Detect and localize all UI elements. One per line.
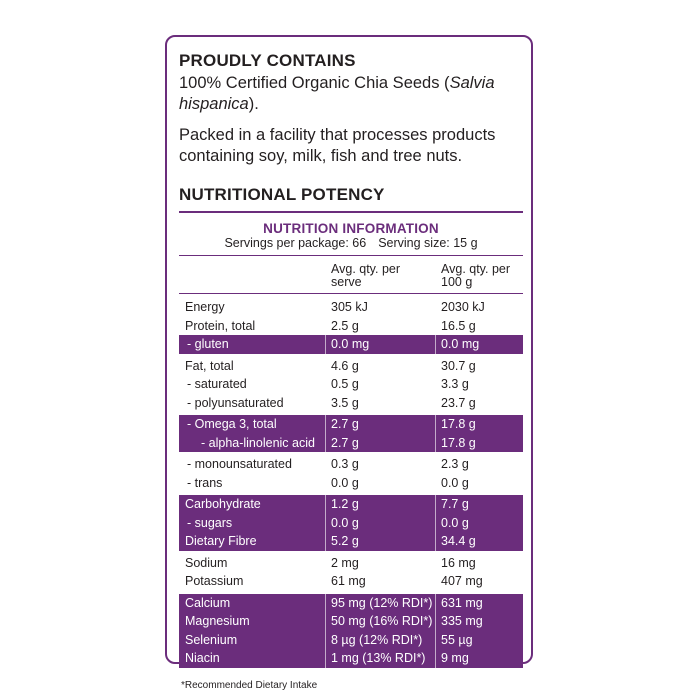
per-serve-value: 61 mg <box>331 574 366 588</box>
per-serve-value: 2.5 g <box>331 318 359 333</box>
per-100g-value: 0.0 mg <box>441 337 480 351</box>
table-row <box>179 649 523 668</box>
potency-rule <box>179 211 523 213</box>
per-serve-value: 8 µg (12% RDI*) <box>331 632 423 647</box>
nutrient-name: Sodium <box>185 555 228 570</box>
per-serve-value: 305 kJ <box>331 300 368 314</box>
per-100g-value: 631 mg <box>441 595 483 610</box>
per-100g-value: 17.8 g <box>441 417 476 431</box>
nutrient-name: - saturated <box>187 377 247 391</box>
per-serve-value: 0.3 g <box>331 457 359 471</box>
per-serve-value: 2.7 g <box>331 417 359 431</box>
per-serve-value: 0.0 g <box>331 475 359 490</box>
per-100g-value: 34.4 g <box>441 534 476 548</box>
nutrient-name: - monounsaturated <box>187 457 292 471</box>
per-serve-value: 0.0 mg <box>331 337 370 351</box>
table-row <box>179 434 523 453</box>
nutrition-rows <box>179 298 523 668</box>
per-serve-value: 3.5 g <box>331 395 359 410</box>
nutrient-name: Protein, total <box>185 318 256 333</box>
ingredients-text <box>179 73 523 115</box>
nutrient-name: Energy <box>185 300 225 314</box>
col-header-100g: Avg. qty. per 100 g <box>441 262 511 289</box>
per-serve-value: 95 mg (12% RDI*) <box>331 595 433 610</box>
servings-per-package: Servings per package: 66 <box>224 236 367 250</box>
per-serve-value: 50 mg (16% RDI*) <box>331 614 433 628</box>
nutrient-name: Magnesium <box>185 614 250 628</box>
nutrient-name: Selenium <box>185 632 238 647</box>
per-serve-value: 0.0 g <box>331 515 359 530</box>
per-100g-value: 17.8 g <box>441 435 476 450</box>
per-100g-value: 9 mg <box>441 651 469 665</box>
nutrition-card <box>165 35 533 691</box>
nutrient-name: - polyunsaturated <box>187 395 284 410</box>
table-row <box>179 514 523 533</box>
table-row <box>179 415 523 434</box>
per-100g-value: 2030 kJ <box>441 300 485 314</box>
per-100g-value: 407 mg <box>441 574 483 588</box>
allergen-text: Packed in a facility that processes products containing soy, milk, fish and tree nuts. <box>179 126 496 165</box>
per-serve-value: 5.2 g <box>331 534 359 548</box>
serving-info <box>179 236 523 251</box>
table-row <box>179 394 523 413</box>
table-top-rule <box>179 255 523 256</box>
table-row <box>179 375 523 394</box>
nutrient-name: Niacin <box>185 651 220 665</box>
per-serve-value: 0.5 g <box>331 377 359 391</box>
table-row <box>179 455 523 474</box>
table-row <box>179 631 523 650</box>
table-row <box>179 532 523 551</box>
nutrient-name: - alpha-linolenic acid <box>201 435 315 450</box>
nutrition-title: NUTRITION INFORMATION <box>263 221 439 236</box>
table-row <box>179 357 523 376</box>
table-row <box>179 594 523 613</box>
table-row <box>179 612 523 631</box>
table-row <box>179 317 523 336</box>
nutrient-name: - sugars <box>187 515 233 530</box>
rdi-footnote: *Recommended Dietary Intake <box>181 679 318 691</box>
ingredients-text-start: 100% Certified Organic Chia Seeds ( <box>179 74 450 92</box>
nutrient-name: - trans <box>187 475 223 490</box>
per-100g-value: 16.5 g <box>441 318 476 333</box>
nutrient-name: - gluten <box>187 337 229 351</box>
per-serve-value: 1 mg (13% RDI*) <box>331 651 426 665</box>
potency-heading: NUTRITIONAL POTENCY <box>179 185 385 204</box>
per-serve-value: 1.2 g <box>331 497 359 511</box>
per-100g-value: 335 mg <box>441 614 483 628</box>
table-row <box>179 474 523 493</box>
per-100g-value: 7.7 g <box>441 497 469 511</box>
per-serve-value: 4.6 g <box>331 358 359 373</box>
table-row <box>179 554 523 573</box>
col-header-serve: Avg. qty. per serve <box>331 262 401 289</box>
per-100g-value: 55 µg <box>441 632 473 647</box>
nutrient-name: Potassium <box>185 574 244 588</box>
per-serve-value: 2 mg <box>331 555 359 570</box>
table-row <box>179 495 523 514</box>
table-header <box>179 261 523 293</box>
table-row <box>179 335 523 354</box>
nutrient-name: Calcium <box>185 595 231 610</box>
per-100g-value: 30.7 g <box>441 358 476 373</box>
nutrient-name: Dietary Fibre <box>185 534 257 548</box>
per-100g-value: 3.3 g <box>441 377 469 391</box>
per-100g-value: 23.7 g <box>441 395 476 410</box>
nutrient-name: Carbohydrate <box>185 497 261 511</box>
per-serve-value: 2.7 g <box>331 435 359 450</box>
table-header-rule <box>179 293 523 294</box>
per-100g-value: 0.0 g <box>441 515 469 530</box>
per-100g-value: 16 mg <box>441 555 476 570</box>
serving-size: Serving size: 15 g <box>378 236 478 250</box>
table-row <box>179 298 523 317</box>
contains-heading: PROUDLY CONTAINS <box>179 51 356 70</box>
species-name: Salvia hispanica <box>179 74 495 113</box>
per-100g-value: 2.3 g <box>441 457 469 471</box>
card-content <box>179 51 523 691</box>
nutrient-name: Fat, total <box>185 358 234 373</box>
nutrient-name: - Omega 3, total <box>187 417 277 431</box>
ingredients-text-end: ). <box>248 95 259 113</box>
per-100g-value: 0.0 g <box>441 475 469 490</box>
table-row <box>179 572 523 591</box>
